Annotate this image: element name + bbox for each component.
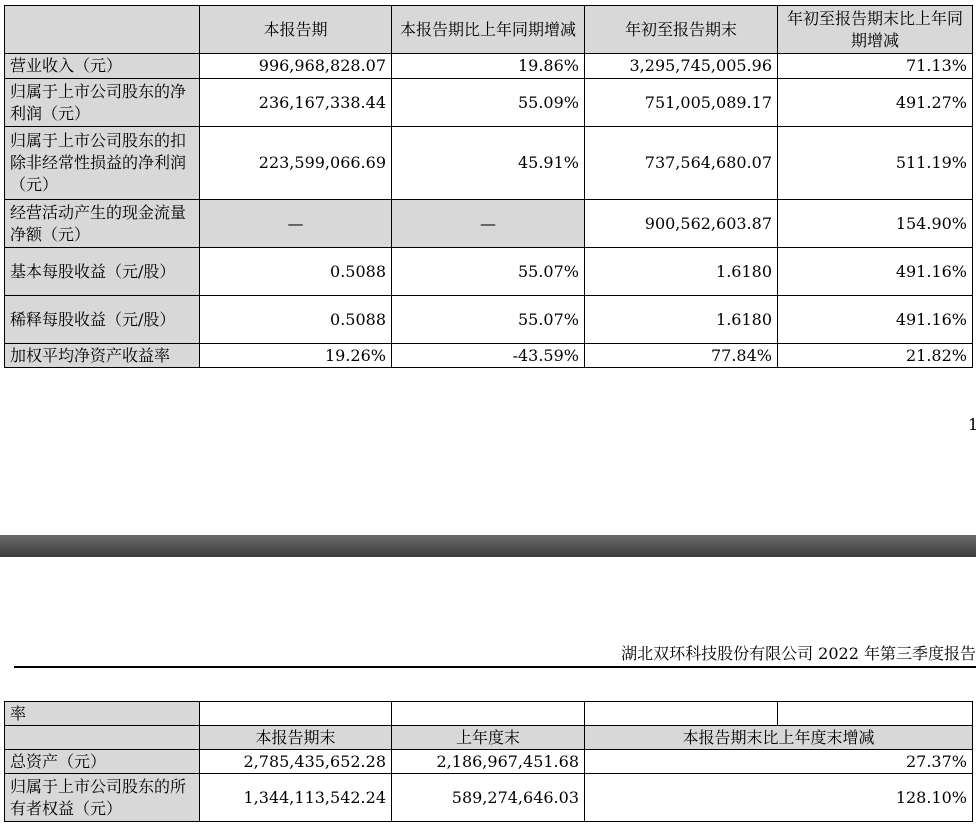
cell-change: 128.10% (585, 774, 973, 822)
table-row (5, 248, 973, 296)
balance-sheet-table (4, 701, 973, 822)
table-row (5, 54, 973, 79)
cell-ytd-change: 154.90% (778, 200, 973, 248)
row-label: 归属于上市公司股东的净利润（元） (5, 79, 200, 127)
cell-current: 0.5088 (200, 296, 392, 344)
header-period-end: 本报告期末 (200, 726, 392, 750)
cell-ytd-change: 71.13% (778, 54, 973, 79)
table-row (5, 127, 973, 200)
row-label: 基本每股收益（元/股） (5, 248, 200, 296)
header-ytd: 年初至报告期末 (585, 6, 778, 54)
table-row (5, 79, 973, 127)
page-break-divider (0, 535, 976, 557)
table-row (5, 774, 973, 822)
header-cell-empty (5, 6, 200, 54)
empty-cell (585, 702, 778, 726)
header-current-period: 本报告期 (200, 6, 392, 54)
report-header-title: 湖北双环科技股份有限公司 2022 年第三季度报告 (621, 644, 976, 663)
carry-over-label: 率 (5, 702, 200, 726)
header-change: 本报告期末比上年度末增减 (585, 726, 973, 750)
empty-cell (778, 702, 973, 726)
header-current-change: 本报告期比上年同期增减 (392, 6, 585, 54)
cell-change: 27.37% (585, 750, 973, 774)
cell-current-change: 45.91% (392, 127, 585, 200)
table-row (5, 750, 973, 774)
row-label: 归属于上市公司股东的所有者权益（元） (5, 774, 200, 822)
table-header-row (5, 726, 973, 750)
empty-cell (392, 702, 585, 726)
cell-ytd: 1.6180 (585, 248, 778, 296)
cell-current-change: 55.07% (392, 296, 585, 344)
cell-ytd: 900,562,603.87 (585, 200, 778, 248)
cell-ytd-change: 21.82% (778, 344, 973, 368)
cell-current: 223,599,066.69 (200, 127, 392, 200)
cell-current-dash: — (200, 200, 392, 248)
cell-ytd: 751,005,089.17 (585, 79, 778, 127)
cell-current: 0.5088 (200, 248, 392, 296)
row-label: 营业收入（元） (5, 54, 200, 79)
table-header-row (5, 6, 973, 54)
header-prior-year-end: 上年度末 (392, 726, 585, 750)
cell-current-change: -43.59% (392, 344, 585, 368)
carry-over-row (5, 702, 973, 726)
header-cell-empty (5, 726, 200, 750)
row-label: 稀释每股收益（元/股） (5, 296, 200, 344)
table-row (5, 200, 973, 248)
header-ytd-change: 年初至报告期末比上年同期增减 (778, 6, 973, 54)
row-label: 加权平均净资产收益率 (5, 344, 200, 368)
cell-ytd-change: 491.16% (778, 296, 973, 344)
cell-ytd-change: 511.19% (778, 127, 973, 200)
page-number-fragment: 1 (968, 415, 978, 434)
cell-current: 996,968,828.07 (200, 54, 392, 79)
cell-current-change: 19.86% (392, 54, 585, 79)
cell-prior-year-end: 589,274,646.03 (392, 774, 585, 822)
cell-ytd-change: 491.27% (778, 79, 973, 127)
table-row (5, 344, 973, 368)
cell-ytd: 1.6180 (585, 296, 778, 344)
row-label: 总资产（元） (5, 750, 200, 774)
cell-ytd: 737,564,680.07 (585, 127, 778, 200)
cell-ytd: 77.84% (585, 344, 778, 368)
cell-current-change: 55.07% (392, 248, 585, 296)
cell-current-change: 55.09% (392, 79, 585, 127)
cell-current: 236,167,338.44 (200, 79, 392, 127)
header-rule (14, 666, 976, 668)
table-row (5, 296, 973, 344)
empty-cell (200, 702, 392, 726)
cell-prior-year-end: 2,186,967,451.68 (392, 750, 585, 774)
row-label: 归属于上市公司股东的扣除非经常性损益的净利润（元） (5, 127, 200, 200)
cell-period-end: 2,785,435,652.28 (200, 750, 392, 774)
cell-ytd-change: 491.16% (778, 248, 973, 296)
cell-period-end: 1,344,113,542.24 (200, 774, 392, 822)
cell-current: 19.26% (200, 344, 392, 368)
row-label: 经营活动产生的现金流量净额（元） (5, 200, 200, 248)
cell-current-change-dash: — (392, 200, 585, 248)
key-financials-table (4, 5, 973, 368)
cell-ytd: 3,295,745,005.96 (585, 54, 778, 79)
